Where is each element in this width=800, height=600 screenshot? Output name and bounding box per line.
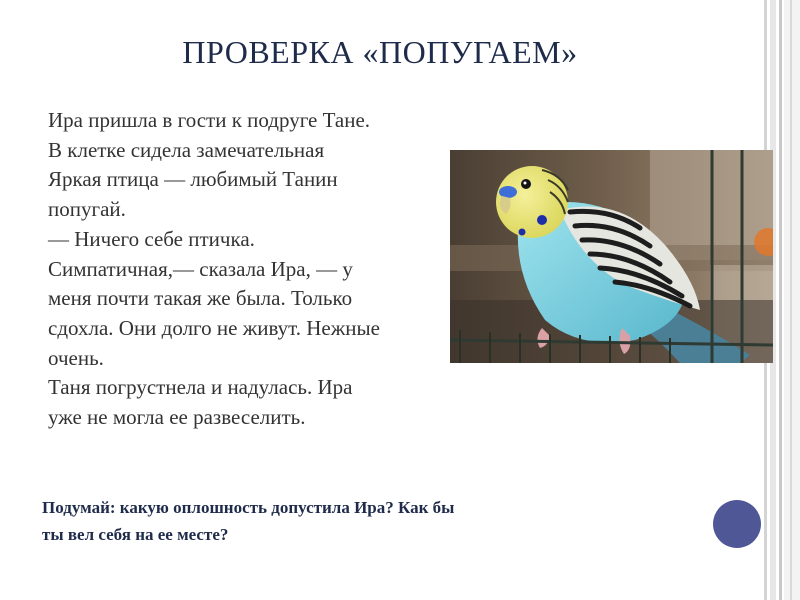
story-line: Таня погрустнела и надулась. Ира (48, 375, 353, 400)
story-line: Симпатичная,— сказала Ира, — у (48, 256, 353, 281)
budgie-illustration (450, 150, 773, 363)
story-line: — Ничего себе птичка. (48, 226, 255, 251)
story-text (48, 106, 468, 433)
story-line: меня почти такая же была. Только (48, 286, 353, 311)
story-line: Ира пришла в гости к подруге Тане. (48, 108, 371, 132)
story-line: Яркая птица — любимый Танин (48, 167, 338, 192)
slide-title: ПРОВЕРКА «ПОПУГАЕМ» (182, 34, 578, 70)
story-line: уже не могла ее развеселить. (48, 405, 306, 430)
decorative-border-line (784, 0, 800, 600)
story-line: В клетке сидела замечательная (48, 137, 325, 162)
story-line: попугай. (48, 197, 126, 222)
question-line: Подумай: какую оплошность допустила Ира? Как бы (42, 498, 455, 517)
story-line: сдохла. Они долго не живут. Нежные (48, 315, 380, 340)
circle-bullet-icon (713, 500, 761, 548)
decorative-border-line (790, 0, 792, 600)
question-line: ты вел себя на ее месте? (42, 525, 229, 544)
story-line: очень. (48, 345, 104, 370)
decorative-border-line (779, 0, 782, 600)
reflection-question (42, 494, 602, 548)
budgie-photo (450, 150, 773, 363)
